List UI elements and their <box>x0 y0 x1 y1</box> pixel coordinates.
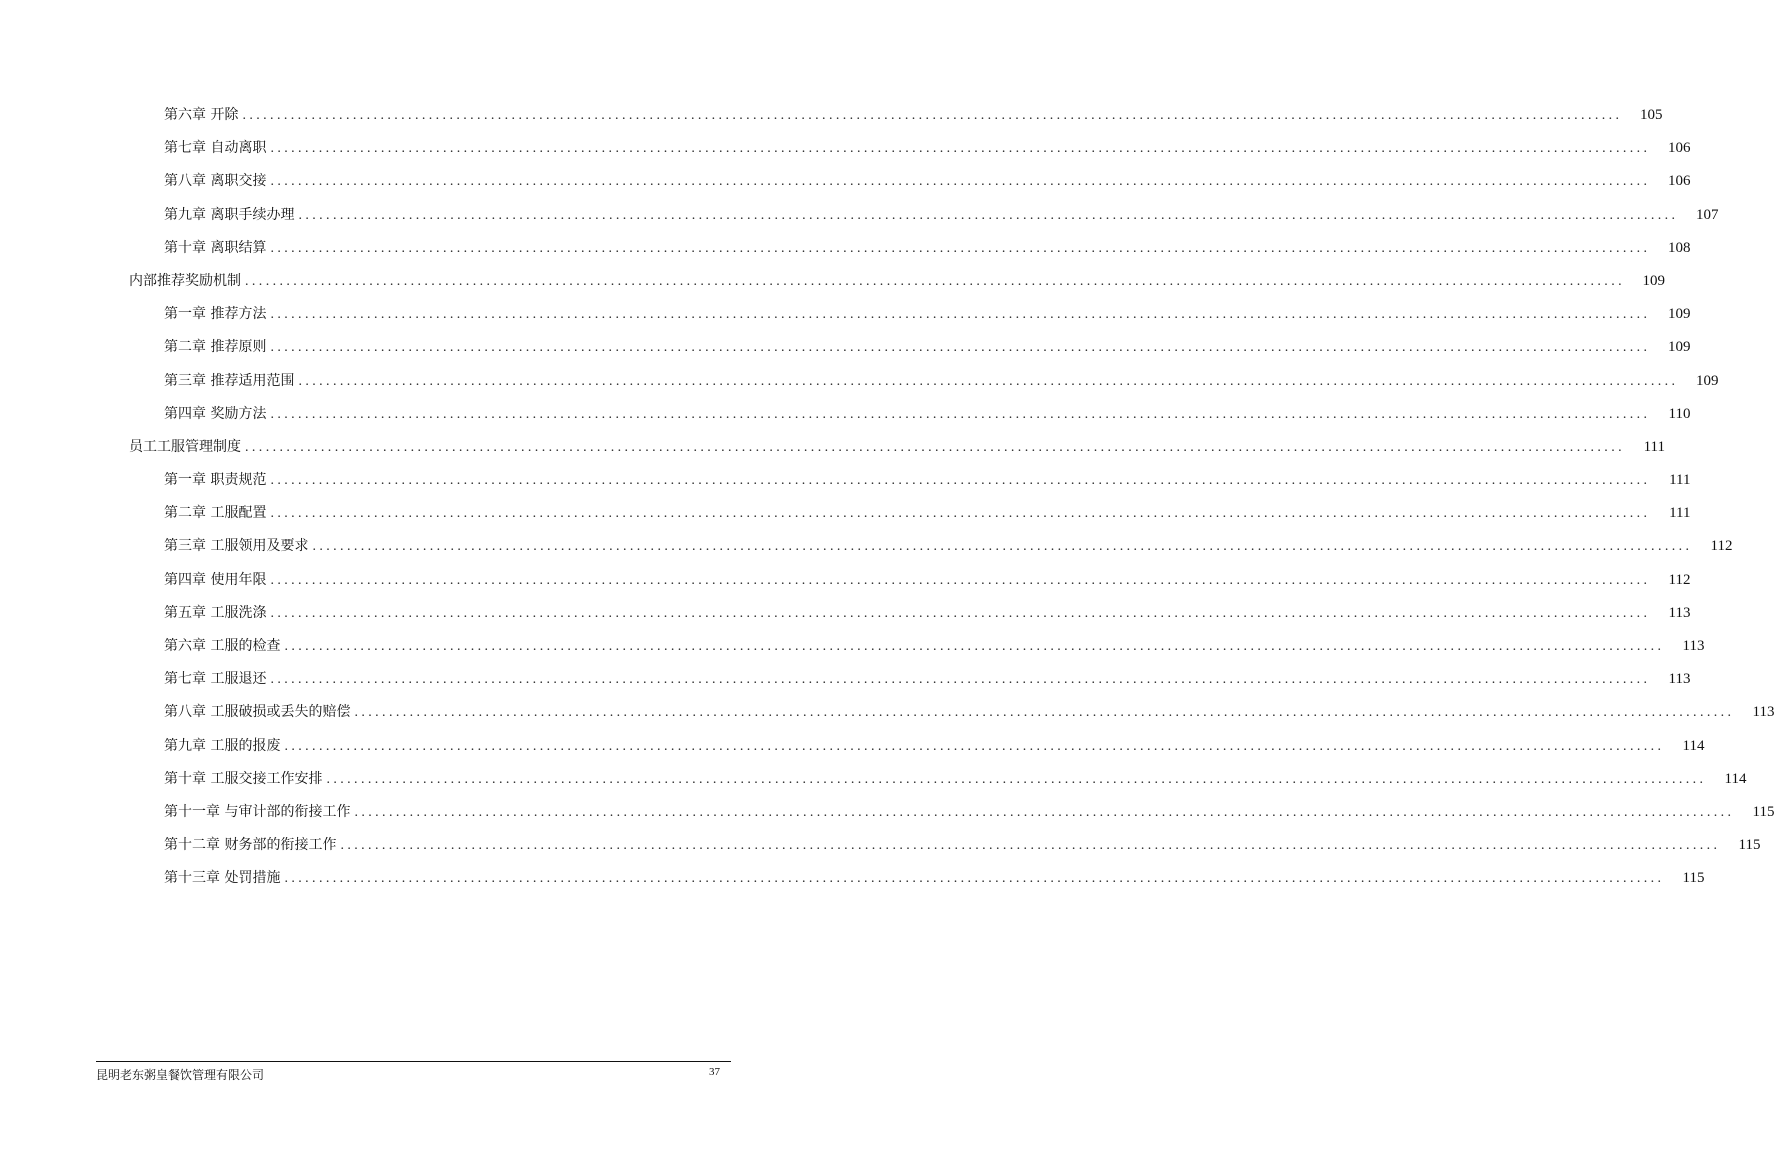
toc-entry-page-number: 114 <box>1724 770 1747 787</box>
toc-entry-page-number: 109 <box>1695 372 1719 389</box>
table-of-contents <box>0 99 1774 896</box>
toc-entry[interactable] <box>0 431 1665 464</box>
toc-entry[interactable] <box>0 99 1663 132</box>
toc-entry[interactable] <box>0 464 1691 497</box>
toc-entry-title: 内部推荐奖励机制 <box>129 272 241 289</box>
toc-entry-title: 第一章 职责规范 <box>164 472 267 489</box>
toc-entry-page-number: 110 <box>1668 405 1691 422</box>
toc-entry[interactable] <box>0 663 1691 696</box>
toc-entry-page-number: 105 <box>1639 107 1663 123</box>
footer-page-number: 37 <box>709 1066 720 1078</box>
toc-entry-page-number: 111 <box>1669 472 1691 489</box>
toc-entry-title: 第一章 推荐方法 <box>164 306 267 323</box>
toc-entry[interactable] <box>0 763 1747 796</box>
toc-entry-title: 第九章 离职手续办理 <box>164 206 295 223</box>
toc-entry[interactable] <box>0 365 1719 398</box>
toc-dot-leader: ........................................................................................................................................................................................................ <box>340 838 1721 854</box>
toc-entry-title: 第四章 使用年限 <box>164 571 267 588</box>
toc-entry-title: 第二章 推荐原则 <box>164 339 267 356</box>
toc-entry-title: 第六章 开除 <box>164 107 239 123</box>
toc-entry[interactable] <box>0 796 1774 829</box>
toc-entry[interactable] <box>0 530 1733 563</box>
toc-entry-page-number: 113 <box>1682 638 1705 654</box>
toc-entry-page-number: 108 <box>1667 239 1691 256</box>
toc-entry[interactable] <box>0 630 1705 663</box>
toc-entry-page-number: 109 <box>1667 339 1691 356</box>
toc-entry-title: 第五章 工服洗涤 <box>164 604 267 621</box>
toc-entry[interactable] <box>0 497 1691 530</box>
toc-entry-page-number: 109 <box>1642 272 1665 289</box>
toc-entry-page-number: 113 <box>1668 604 1691 621</box>
toc-entry[interactable] <box>0 232 1691 265</box>
toc-entry-page-number: 115 <box>1682 870 1705 887</box>
toc-dot-leader: ........................................................................................................................................................................................................ <box>270 240 1651 256</box>
toc-dot-leader: ........................................................................................................................................................................................................ <box>270 672 1651 688</box>
toc-dot-leader: ........................................................................................................................................................................................................ <box>270 605 1651 621</box>
toc-entry-page-number: 107 <box>1695 206 1719 223</box>
toc-dot-leader: ........................................................................................................................................................................................................ <box>298 207 1679 223</box>
footer-divider <box>96 1061 731 1062</box>
toc-entry-title: 第三章 工服领用及要求 <box>164 538 309 555</box>
toc-entry[interactable] <box>0 398 1691 431</box>
toc-entry-title: 第四章 奖励方法 <box>164 405 267 422</box>
toc-entry-title: 第九章 工服的报废 <box>164 737 281 754</box>
toc-dot-leader: ........................................................................................................................................................................................................ <box>354 705 1735 721</box>
toc-entry-page-number: 106 <box>1667 173 1691 190</box>
toc-dot-leader: ........................................................................................................................................................................................................ <box>270 473 1651 489</box>
toc-entry[interactable] <box>0 862 1705 895</box>
footer-company-name: 昆明老东粥皇餐饮管理有限公司 <box>96 1068 265 1082</box>
toc-dot-leader: ........................................................................................................................................................................................................ <box>245 273 1625 289</box>
toc-dot-leader: ........................................................................................................................................................................................................ <box>245 439 1625 455</box>
toc-dot-leader: ........................................................................................................................................................................................................ <box>354 804 1735 820</box>
toc-dot-leader: ........................................................................................................................................................................................................ <box>270 141 1651 157</box>
toc-dot-leader: ........................................................................................................................................................................................................ <box>270 506 1651 522</box>
toc-entry-title: 员工工服管理制度 <box>129 438 241 455</box>
toc-entry[interactable] <box>0 331 1691 364</box>
toc-entry-page-number: 111 <box>1669 505 1691 522</box>
toc-entry-page-number: 111 <box>1643 438 1665 455</box>
toc-entry-title: 第八章 工服破损或丢失的赔偿 <box>164 704 351 721</box>
toc-dot-leader: ........................................................................................................................................................................................................ <box>312 539 1693 555</box>
toc-entry-title: 第十二章 财务部的衔接工作 <box>164 837 337 854</box>
toc-dot-leader: ........................................................................................................................................................................................................ <box>298 373 1679 389</box>
toc-entry-title: 第十章 工服交接工作安排 <box>164 770 323 787</box>
toc-entry[interactable] <box>0 199 1719 232</box>
toc-dot-leader: ........................................................................................................................................................................................................ <box>284 639 1665 654</box>
toc-entry[interactable] <box>0 696 1774 729</box>
toc-entry-title: 第十章 离职结算 <box>164 239 267 256</box>
toc-dot-leader: ........................................................................................................................................................................................................ <box>270 340 1651 356</box>
toc-entry-page-number: 109 <box>1667 306 1691 323</box>
toc-entry-page-number: 114 <box>1682 737 1705 754</box>
toc-entry-title: 第十三章 处罚措施 <box>164 870 281 887</box>
toc-entry-page-number: 112 <box>1710 538 1733 555</box>
toc-entry-page-number: 115 <box>1738 837 1761 854</box>
toc-dot-leader: ........................................................................................................................................................................................................ <box>270 307 1651 323</box>
toc-entry-page-number: 113 <box>1752 704 1774 721</box>
toc-dot-leader: ........................................................................................................................................................................................................ <box>284 871 1665 887</box>
toc-dot-leader: ........................................................................................................................................................................................................ <box>270 174 1651 190</box>
toc-entry-title: 第七章 自动离职 <box>164 140 267 157</box>
toc-dot-leader: ........................................................................................................................................................................................................ <box>242 108 1623 123</box>
toc-entry[interactable] <box>0 265 1665 298</box>
toc-dot-leader: ........................................................................................................................................................................................................ <box>284 738 1665 754</box>
toc-entry-title: 第八章 离职交接 <box>164 173 267 190</box>
toc-dot-leader: ........................................................................................................................................................................................................ <box>326 771 1707 787</box>
toc-dot-leader: ........................................................................................................................................................................................................ <box>270 406 1651 422</box>
toc-entry-title: 第二章 工服配置 <box>164 505 267 522</box>
toc-entry-title: 第十一章 与审计部的衔接工作 <box>164 803 351 820</box>
toc-entry[interactable] <box>0 165 1691 198</box>
toc-entry-page-number: 113 <box>1668 671 1691 688</box>
toc-entry-page-number: 106 <box>1667 140 1691 157</box>
toc-dot-leader: ........................................................................................................................................................................................................ <box>270 572 1651 588</box>
toc-entry[interactable] <box>0 597 1691 630</box>
toc-entry[interactable] <box>0 829 1761 862</box>
toc-entry-title: 第七章 工服退还 <box>164 671 267 688</box>
toc-entry[interactable] <box>0 298 1691 331</box>
toc-entry-title: 第六章 工服的检查 <box>164 638 281 654</box>
toc-entry-title: 第三章 推荐适用范围 <box>164 372 295 389</box>
toc-entry-page-number: 115 <box>1752 803 1774 820</box>
toc-entry[interactable] <box>0 730 1705 763</box>
toc-entry[interactable] <box>0 564 1691 597</box>
toc-entry[interactable] <box>0 132 1691 165</box>
toc-entry-page-number: 112 <box>1668 571 1691 588</box>
